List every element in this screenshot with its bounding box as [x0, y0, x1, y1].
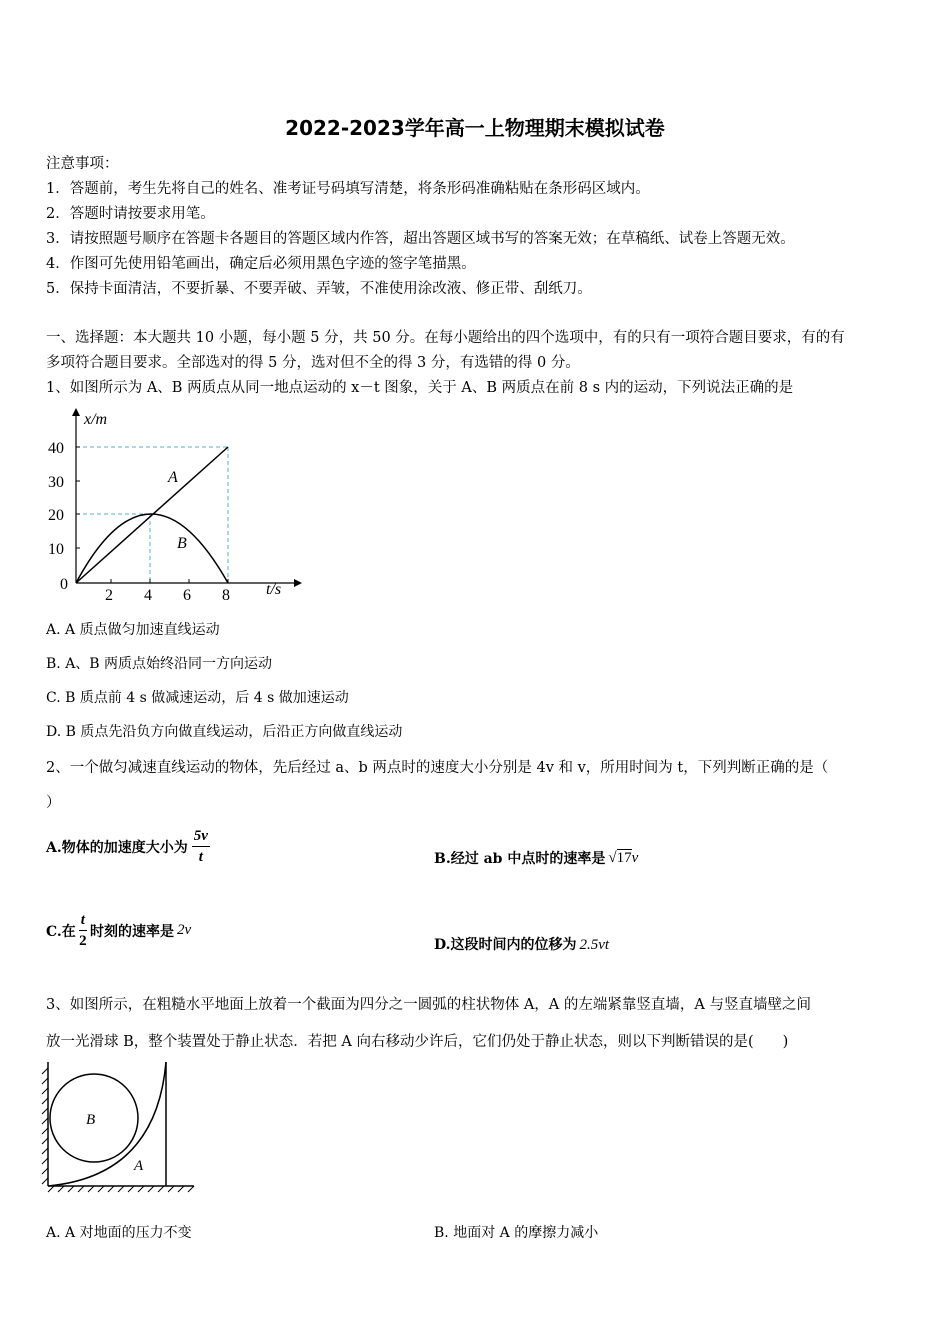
- q2-option-c-pre: C.在: [46, 923, 76, 940]
- q2-option-b-text: B.经过 ab 中点时的速率是: [434, 851, 606, 867]
- x-axis-arrow: [294, 579, 302, 587]
- fraction-numerator: 5v: [192, 826, 210, 847]
- label-A: A: [134, 1158, 144, 1174]
- notice-item: 5．保持卡面清洁，不要折暴、不要弄破、弄皱，不准使用涂改液、修正带、刮纸刀。: [46, 281, 592, 297]
- wall-ball-diagram: [40, 1058, 200, 1198]
- question-1-stem: 1、如图所示为 A、B 两质点从同一地点运动的 x－t 图象，关于 A、B 两质点在前 8 s 内的运动，下列说法正确的是: [46, 380, 794, 396]
- q1-option-d: D. B 质点先沿负方向做直线运动，后沿正方向做直线运动: [46, 724, 403, 740]
- q2-option-a: [46, 826, 210, 867]
- y-tick-label: 20: [48, 507, 64, 524]
- q1-option-c: C. B 质点前 4 s 做减速运动，后 4 s 做加速运动: [46, 690, 349, 706]
- question-2-stem: 2、一个做匀减速直线运动的物体，先后经过 a、b 两点时的速度大小分别是 4v 和 v，所用时间为 t，下列判断正确的是（: [46, 760, 829, 776]
- q2-option-d-math: 2.5vt: [579, 937, 610, 953]
- q2-option-a-text: A.物体的加速度大小为: [46, 839, 188, 856]
- q3-option-b: B. 地面对 A 的摩擦力减小: [434, 1225, 599, 1241]
- q2-option-b: [434, 848, 638, 868]
- q2-option-d: [434, 934, 609, 954]
- x-tick-label: 6: [183, 587, 191, 604]
- label-A: A: [168, 469, 178, 486]
- x-axis-label: t/s: [266, 581, 282, 598]
- section-intro-line1: 一、选择题：本大题共 10 小题，每小题 5 分，共 50 分。在每小题给出的四个选项中，有的只有一项符合题目要求，有的有: [46, 330, 845, 346]
- x-tick-label: 2: [105, 587, 113, 604]
- fraction: [79, 910, 87, 951]
- y-axis-arrow: [72, 408, 80, 416]
- y-axis-label: x/m: [84, 411, 108, 428]
- sqrt-radicand: 17: [616, 849, 632, 866]
- y-tick-label: 30: [48, 474, 64, 491]
- label-B: B: [177, 535, 187, 552]
- notice-heading: 注意事项：: [46, 156, 119, 172]
- q2-option-c-math: 2v: [176, 922, 192, 938]
- q2-option-c-post: 时刻的速率是: [89, 923, 174, 940]
- notice-item: 1．答题前，考生先将自己的姓名、准考证号码填写清楚，将条形码准确粘贴在条形码区域内。: [46, 181, 650, 197]
- curve-B: [76, 514, 228, 583]
- page-title: 2022-2023学年高一上物理期末模拟试卷: [285, 116, 665, 140]
- fraction: [192, 826, 210, 867]
- q1-option-b: B. A、B 两质点始终沿同一方向运动: [46, 656, 273, 672]
- xt-graph: [44, 400, 304, 610]
- question-3-line2: 放一光滑球 B，整个装置处于静止状态．若把 A 向右移动少许后，它们仍处于静止状态，则以下判断错误的是( ): [46, 1034, 789, 1050]
- y-tick-label: 0: [60, 576, 68, 593]
- notice-item: 2．答题时请按要求用笔。: [46, 206, 215, 222]
- question-2-stem-end: ）: [46, 795, 61, 811]
- label-B: B: [86, 1112, 96, 1128]
- notice-item: 3．请按照题号顺序在答题卡各题目的答题区域内作答，超出答题区域书写的答案无效；在草稿纸、试卷上答题无效。: [46, 231, 795, 247]
- fraction-denominator: t: [198, 849, 203, 865]
- block-A-arc: [48, 1062, 166, 1186]
- sqrt-expression: √17v: [608, 849, 639, 866]
- y-tick-label: 10: [48, 541, 64, 558]
- x-tick-label: 8: [222, 587, 230, 604]
- section-intro-line2: 多项符合题目要求。全部选对的得 5 分，选对但不全的得 3 分，有选错的得 0 分。: [46, 355, 580, 371]
- line-A: [76, 447, 228, 583]
- q1-option-a: A. A 质点做匀加速直线运动: [46, 622, 220, 638]
- y-tick-label: 40: [48, 440, 64, 457]
- q2-option-c: [46, 910, 191, 951]
- q3-option-a: A. A 对地面的压力不变: [46, 1225, 192, 1241]
- q2-option-d-text: D.这段时间内的位移为: [434, 937, 577, 953]
- question-3-line1: 3、如图所示，在粗糙水平地面上放着一个截面为四分之一圆弧的柱状物体 A，A 的左端紧靠竖直墙，A 与竖直墙壁之间: [46, 997, 811, 1013]
- notice-item: 4．作图可先使用铅笔画出，确定后必须用黑色字迹的签字笔描黑。: [46, 256, 476, 272]
- x-tick-label: 4: [144, 587, 152, 604]
- variable: v: [631, 849, 639, 866]
- fraction-numerator: t: [79, 910, 87, 931]
- fraction-denominator: 2: [79, 933, 87, 949]
